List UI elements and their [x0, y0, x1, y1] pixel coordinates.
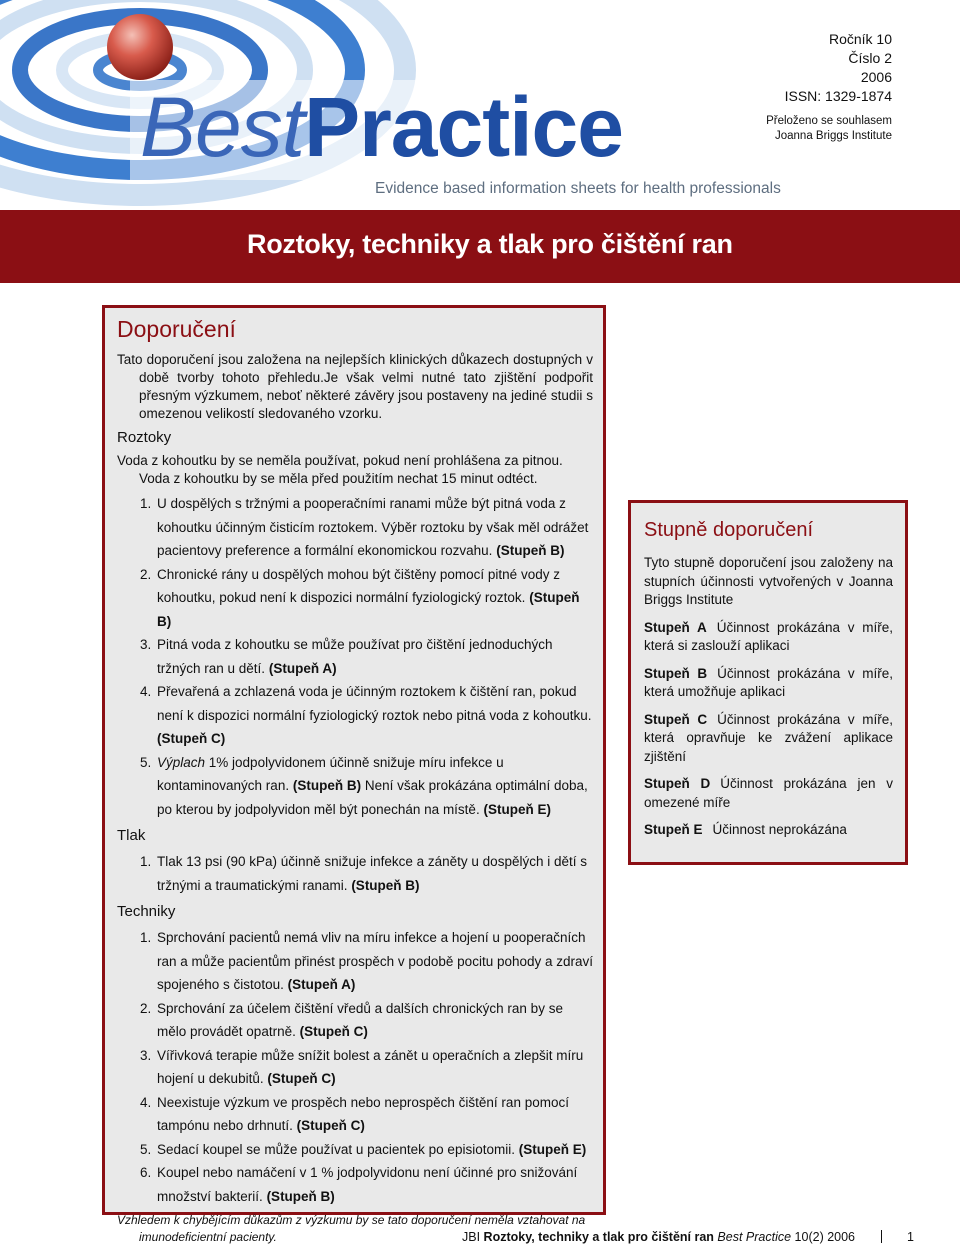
list-item: 1. Tlak 13 psi (90 kPa) účinně snižuje infekce a záněty u dospělých i dětí s tržnými a traumatickými ranami. (Stupeň B) [155, 850, 593, 897]
year: 2006 [860, 69, 892, 85]
list-item: 2. Chronické rány u dospělých mohou být čištěny pomocí pitné vody z kohoutku, pokud není k dispozici normální fyziologický roztok. (Stupeň B) [155, 563, 593, 634]
grade-item: Stupeň E Účinnost neprokázána [644, 822, 847, 837]
volume: Ročník 10 [828, 31, 892, 47]
footer-jbi: JBI [462, 1230, 481, 1244]
grades-box [628, 500, 908, 865]
brand-best: Best [140, 80, 305, 174]
section-heading-pressure: Tlak [117, 827, 146, 844]
grades-heading: Stupně doporučení [644, 519, 814, 541]
list-item: 1. Sprchování pacientů nemá vliv na míru infekce a hojení u pooperačních ran a může pacientům přinést prospěch v podobě pocitu pohody a zdraví spojeného s čistotou. (Stupeň A) [155, 926, 593, 997]
grade-item: Stupeň B Účinnost prokázána v míře, která umožňuje aplikaci [644, 665, 893, 699]
recommendations-intro: Tato doporučení jsou založena na nejlepších klinických důkazech dostupných v době tvorby tohoto přehledu.Je však velmi nutné tato zjištění podpořit přesným výzkumem, neboť některé závěry jsou postaveny na jediné studii s omezenou velikostí sledovaného vzorku. [117, 352, 593, 421]
pressure-list [117, 850, 593, 897]
list-item: 4. Převařená a zchlazená voda je účinným roztokem k čištění ran, pokud není k dispozici normální fyziologický roztok nebo pitná voda z kohoutku. (Stupeň C) [155, 680, 593, 751]
footer-journal: Best Practice [717, 1230, 792, 1244]
list-item: 2. Sprchování za účelem čištění vředů a dalších chronických ran by se mělo provádět opatrně. (Stupeň C) [155, 997, 593, 1044]
translated-note-1: Přeloženo se souhlasem [766, 115, 892, 127]
grades-intro: Tyto stupně doporučení jsou založeny na stupních účinnosti vytvořených v Joanna Briggs Institute [644, 555, 893, 607]
page-title: Roztoky, techniky a tlak pro čištění ran [247, 229, 733, 259]
grade-item: Stupeň A Účinnost prokázána v míře, která si zaslouží aplikaci [644, 619, 893, 653]
list-item: 5. Výplach 1% jodpolyvidonem účinně snižuje míru infekce u kontaminovaných ran. (Stupeň B) Není však prokázána optimální doba, po kterou by jodpolyvidon měl být ponechán na místě. (Stupeň E) [155, 751, 593, 822]
section-heading-solutions: Roztoky [117, 429, 172, 446]
translated-note-2: Joanna Briggs Institute [775, 130, 892, 142]
recommendations-heading: Doporučení [117, 316, 236, 342]
issue-meta [766, 30, 892, 144]
title-band [0, 210, 960, 283]
list-item: 1. U dospělých s tržnými a pooperačními ranami může být pitná voda z kohoutku účinným čisticím roztokem. Výběr roztoku by však měl odrážet pacientovy preference a formální ekonomickou rozvahu. (Stupeň B) [155, 492, 593, 563]
list-item: 5. Sedací koupel se může používat u pacientek po episiotomii. (Stupeň E) [155, 1138, 593, 1162]
brand-practice: Practice [304, 80, 623, 174]
list-item: 6. Koupel nebo namáčení v 1 % jodpolyvidonu není účinné pro snižování množství bakterií. (Stupeň B) [155, 1161, 593, 1208]
brand-tagline: Evidence based information sheets for health professionals [375, 180, 781, 197]
solutions-list [117, 492, 593, 821]
list-item: 3. Pitná voda z kohoutku se může používat pro čištění jednoduchých tržných ran u dětí. (Stupeň A) [155, 633, 593, 680]
grade-item: Stupeň C Účinnost prokázána v míře, která opravňuje ke zvážení aplikace zjištění [644, 711, 893, 764]
footer-divider [881, 1230, 882, 1243]
list-item: 4. Neexistuje výzkum ve prospěch nebo neprospěch čištění ran pomocí tampónu nebo drhnutí. (Stupeň C) [155, 1091, 593, 1138]
footnote: Vzhledem k chybějícím důkazům z výzkumu by se tato doporučení neměla vztahovat na imunodeficientní pacienty. [117, 1213, 586, 1244]
solutions-paragraph: Voda z kohoutku by se neměla používat, pokud není prohlášena za pitnou. Voda z kohoutku by se měla před použitím nechat 15 minut odtéct. [117, 453, 563, 486]
page-footer [462, 1230, 914, 1244]
issn: ISSN: 1329-1874 [784, 88, 892, 104]
footer-title: Roztoky, techniky a tlak pro čištění ran [483, 1230, 714, 1244]
footer-issue: 10(2) 2006 [794, 1230, 856, 1244]
techniques-list [117, 926, 593, 1208]
grade-item: Stupeň D Účinnost prokázána jen v omezené míře [644, 776, 893, 810]
brand-logo [140, 82, 623, 172]
page-number: 1 [906, 1230, 914, 1244]
issue-number: Číslo 2 [848, 50, 892, 66]
list-item: 3. Vířivková terapie může snížit bolest a zánět u operačních a zlepšit míru hojení u dekubitů. (Stupeň C) [155, 1044, 593, 1091]
section-heading-techniques: Techniky [117, 903, 176, 920]
